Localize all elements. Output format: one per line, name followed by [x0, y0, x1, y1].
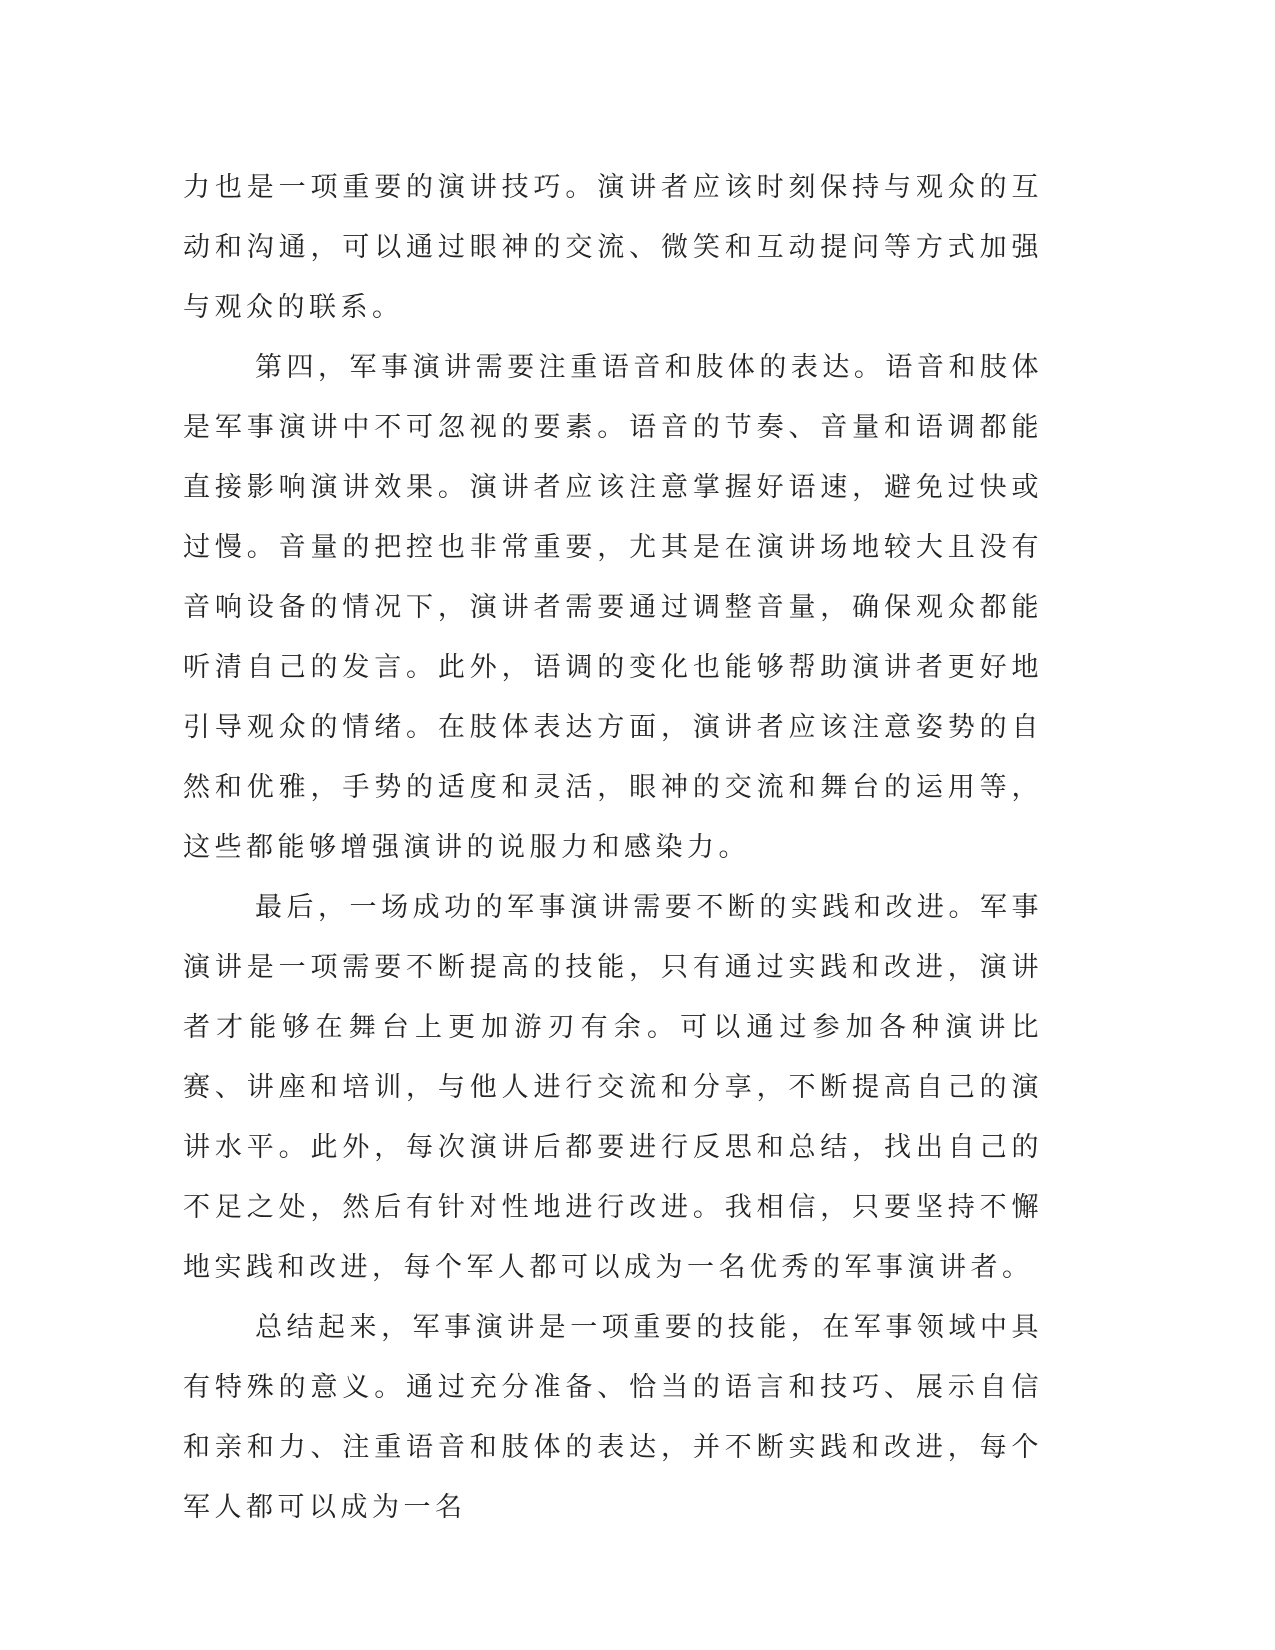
paragraph-practice-and-improve: 最后，一场成功的军事演讲需要不断的实践和改进。军事演讲是一项需要不断提高的技能，只有通过实践和改进，演讲者才能够在舞台上更加游刃有余。可以通过参加各种演讲比赛、讲座和培训，与他人进行交流和分享，不断提高自己的演讲水平。此外，每次演讲后都要进行反思和总结，找出自己的不足之处，然后有针对性地进行改进。我相信，只要坚持不懈地实践和改进，每个军人都可以成为一名优秀的军事演讲者。	[183, 892, 1043, 1283]
document-body	[183, 158, 1043, 1538]
paragraph-audience-interaction: 力也是一项重要的演讲技巧。演讲者应该时刻保持与观众的互动和沟通，可以通过眼神的交流、微笑和互动提问等方式加强与观众的联系。	[183, 172, 1043, 323]
paragraph-summary: 总结起来，军事演讲是一项重要的技能，在军事领域中具有特殊的意义。通过充分准备、恰当的语言和技巧、展示自信和亲和力、注重语音和肢体的表达，并不断实践和改进，每个军人都可以成为一名	[183, 1312, 1043, 1523]
paragraph-voice-and-body: 第四，军事演讲需要注重语音和肢体的表达。语音和肢体是军事演讲中不可忽视的要素。语音的节奏、音量和语调都能直接影响演讲效果。演讲者应该注意掌握好语速，避免过快或过慢。音量的把控也非常重要，尤其是在演讲场地较大且没有音响设备的情况下，演讲者需要通过调整音量，确保观众都能听清自己的发言。此外，语调的变化也能够帮助演讲者更好地引导观众的情绪。在肢体表达方面，演讲者应该注意姿势的自然和优雅，手势的适度和灵活，眼神的交流和舞台的运用等，这些都能够增强演讲的说服力和感染力。	[183, 352, 1043, 863]
